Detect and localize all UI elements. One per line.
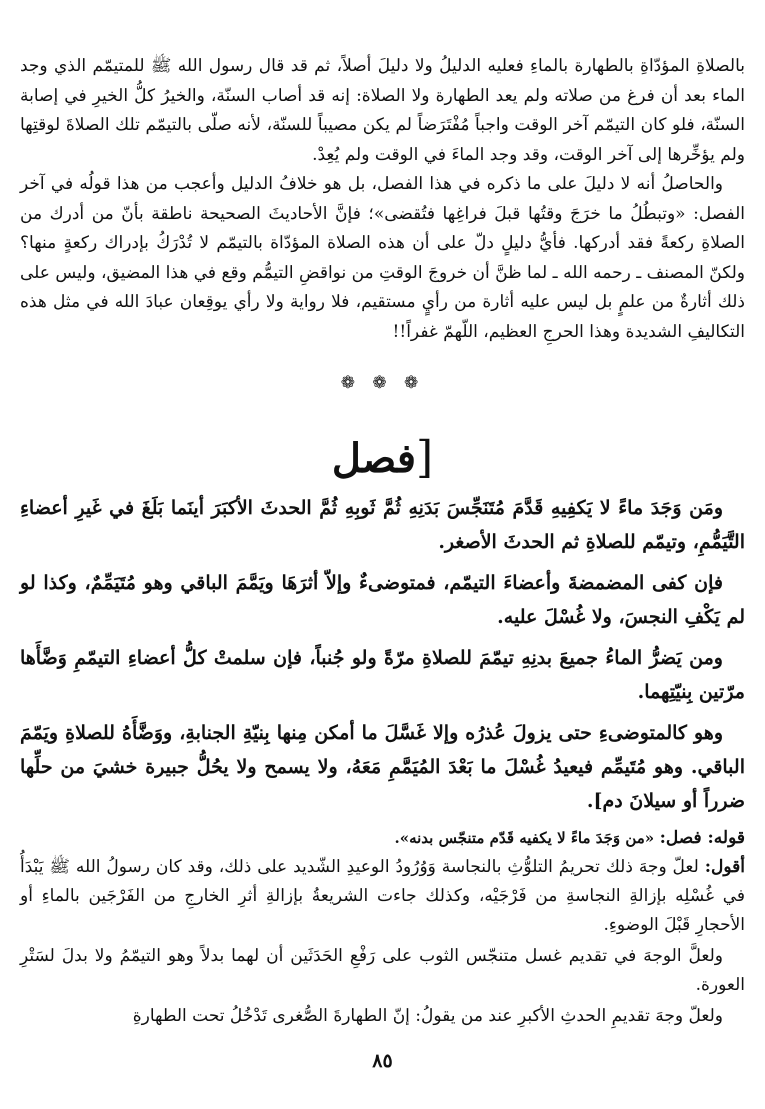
matn-paragraph: فإن كفى المضمضةَ وأعضاءَ التيمّم، فمتوضىءٌ وإلاّ أثرَهَا ويَمَّمَ الباقي وهو مُتَيَمِّمٌ، وكذا لو لم يَكْفِ النجسَ، ولا غُسْلَ عليه. (20, 572, 745, 628)
matn-paragraph: وهو كالمتوضىءِ حتى يزولَ عُذرُه وإلا غَسَّلَ ما أمكن مِنها بِنيّةِ الجنابةِ، ووَضَّأَهُ للصلاةِ ويَمّمَ الباقي. وهو مُتَيمِّم فيعيدُ غُسْلَ ما بَعْدَ المُيَمَّمِ مَعَهُ، ولا يسمح ولا يحُلُّ جبيرة خشيَ من حلِّها ضرراً أو سيلانَ دم]. (20, 722, 745, 812)
commentary-paragraph: بالصلاةِ المؤدّاةِ بالطهارة بالماءِ فعليه الدليلُ ولا دليلَ أصلاً، ثم قد قال رسول الله ﷺ للمتيمّم الذي وجد الماء بعد أن فرغ من صلاته ولم يعد الطهارة ولا الصلاة: إنه قد أصاب السنّة، والخيرُ كلُّ الخيرِ في إصابة السنّة، فلو كان التيمّم آخر الوقت واجباً مُفْتَرَضاً لم يكن مصيباً للسنّة، لأنه صلّى بالتيمّم تلك الصلاةَ لوقتِها ولم يؤخِّرها إلى آخر الوقت، وقد وجد الماءَ في الوقت ولم يُعِدْ. (20, 56, 745, 165)
quoted-matn: «من وَجَدَ ماءً لا يكفيه قَدّم متنجّس بدنه». (394, 829, 655, 847)
page-body (20, 52, 745, 1031)
matn-paragraph: ومَن وَجَدَ ماءً لا يَكفِيهِ قَدَّمَ مُتَنَجِّسَ بَدَنِهِ ثُمَّ ثَوبِهِ ثُمَّ الحدثَ الأكبَرَ أينَما بَلَغَ في غَيرِ أعضاءِ التَّيَمُّمِ، وتيمّم للصلاةِ ثم الحدثَ الأصغر. (20, 497, 745, 553)
section-heading (20, 433, 745, 491)
heading-bracket: [ (415, 432, 434, 483)
section-separator-ornament: ❁ ❁ ❁ (340, 373, 425, 393)
commentary-paragraph: والحاصلُ أنه لا دليلَ على ما ذكره في هذا الفصل، بل هو خلافُ الدليل وأعجب من هذا قولُه في آخر الفصل: «وتبطُلُ ما خرَجَ وقتُها قبلَ فراغِها فتُقضى»؛ فإنَّ الأحاديثَ الصحيحة ناطقة بأنّ من أدرك من الصلاةِ ركعةً فقد أدركها. فأيُّ دليلٍ دلّ على أن هذه الصلاة المؤدّاة بالتيمّم لا تُدْرَكُ بإدراك ركعةٍ منها؟ ولكنّ المصنف ـ رحمه الله ـ لما ظنَّ أن خروجَ الوقتِ من نواقضِ التيمُّم وقع في هذا المضيق، وليس على ذلك أثارةٌ من علمٍ بل ليس عليه أثارة من رأيٍ مستقيم، فلا رواية ولا رأي يوقِعان عبادَ الله في مثل هذه التكاليفِ الشديدة وهذا الحرجِ العظيم، اللّهمّ غفراً!! (20, 174, 745, 342)
section-heading-text: فصل (331, 435, 416, 482)
commentary-paragraph (20, 853, 745, 940)
page-number: ٨٥ (372, 1050, 393, 1072)
commentary-quote-line (20, 824, 745, 853)
commentary-text: لعلّ وجهَ ذلك تحريمُ التلوُّثِ بالنجاسة وَوُرُودُ الوعيدِ الشّديد على ذلك، وقد كان رسولُ الله ﷺ يَبْدَأُ في غُسْلِه بإزالةِ النجاسةِ من فَرْجَيْه، وكذلك جاءت الشريعةُ بإزالةِ أثرِ الخارجِ من الفَرْجَين بالماءِ أو الأحجارِ قَبْلَ الوضوءِ. (20, 857, 745, 935)
aqulu-label: أقول: (704, 857, 746, 877)
commentary-paragraph: ولعلّ وجهَ تقديمِ الحدثِ الأكبرِ عند من يقولُ: إنّ الطهارةَ الصُّغرى تَدْخُلُ تحت الطهارةِ (132, 1006, 723, 1026)
matn-paragraph: ومن يَضرُّ الماءُ جميعَ بدنِهِ تيمّمَ للصلاةِ مرّةً ولو جُنباً، فإن سلمتْ كلُّ أعضاءِ التيمّمِ وَضَّأَها مرّتين بِنيّتِهما. (20, 647, 745, 703)
commentary-paragraph: ولعلَّ الوجهَ في تقديم غسل متنجّس الثوب على رَفْعِ الحَدَثَين أن لهما بدلاً وهو التيمّمُ ولا بدلَ لسَتْرِ العورة. (20, 946, 745, 995)
quote-label: قوله: فصل: (659, 828, 745, 848)
